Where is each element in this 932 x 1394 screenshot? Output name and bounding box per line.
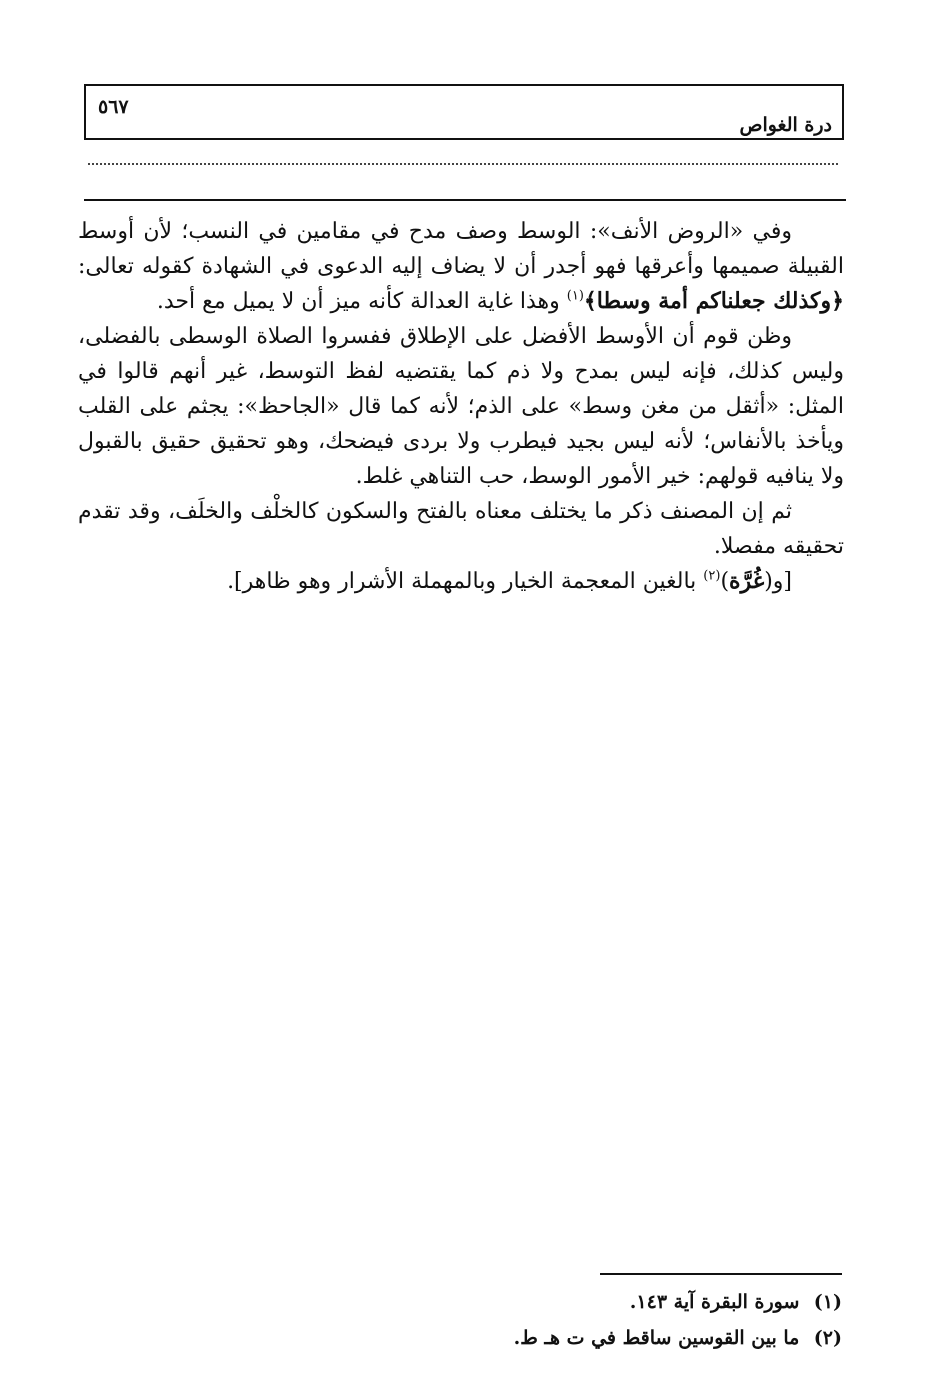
footnote-1-number: (١) — [813, 1291, 842, 1313]
paragraph-4-lead: [و( — [764, 569, 792, 594]
footnote-2-text: ما بين القوسين ساقط في ت هـ ط. — [513, 1327, 800, 1349]
running-title: درة الغواص — [739, 114, 832, 136]
footnote-ref-2: (٢) — [703, 568, 721, 584]
paragraph-1-text-b: وهذا غاية العدالة كأنه ميز أن لا يميل مع أحد. — [156, 289, 567, 314]
header-rule — [84, 199, 846, 201]
paragraph-1-text-a: وفي «الروض الأنف»: الوسط وصف مدح في مقامين في النسب؛ لأن أوسط القبيلة صميمها وأعرقها فهو أجدر أن لا يضاف إليه الدعوى في الشهادة كقوله تعالى: — [78, 219, 844, 279]
paragraph-4 — [78, 564, 844, 599]
footnote-ref-1: (١) — [566, 288, 584, 304]
footnote-2-number: (٢) — [813, 1327, 842, 1349]
footnote-2 — [242, 1320, 842, 1356]
footnote-rule — [600, 1273, 842, 1275]
footnote-1-text: سورة البقرة آية ١٤٣. — [629, 1291, 800, 1313]
paragraph-4-rest: بالغين المعجمة الخيار وبالمهملة الأشرار وهو ظاهر]. — [227, 569, 704, 594]
paragraph-4-close: ) — [720, 569, 730, 594]
quran-quote: ﴿وكذلك جعلناكم أمة وسطا﴾ — [583, 288, 844, 314]
dotted-divider — [88, 163, 838, 165]
headword: غُرَّة — [729, 568, 765, 594]
paragraph-2: وظن قوم أن الأوسط الأفضل على الإطلاق ففسروا الصلاة الوسطى بالفضلى، وليس كذلك، فإنه ليس بمدح ولا ذم كما يقتضيه لفظ التوسط، غير أنهم قالوا في المثل: «أثقل من مغن وسط» على الذم؛ لأنه كما قال «الجاحظ»: يجثم على القلب ويأخذ بالأنفاس؛ لأنه ليس بجيد فيطرب ولا بردى فيضحك، وهو تحقيق حقيق بالقبول ولا ينافيه قولهم: خير الأمور الوسط، حب التناهي غلط. — [78, 324, 844, 489]
paragraph-1 — [78, 214, 844, 319]
footnotes — [242, 1284, 842, 1356]
page-header — [84, 84, 844, 140]
page-number: ٥٦٧ — [98, 96, 129, 118]
paragraph-3: ثم إن المصنف ذكر ما يختلف معناه بالفتح والسكون كالخلْف والخلَف، وقد تقدم تحقيقه مفصلا. — [78, 499, 844, 559]
footnote-1 — [242, 1284, 842, 1320]
main-text — [78, 214, 844, 599]
